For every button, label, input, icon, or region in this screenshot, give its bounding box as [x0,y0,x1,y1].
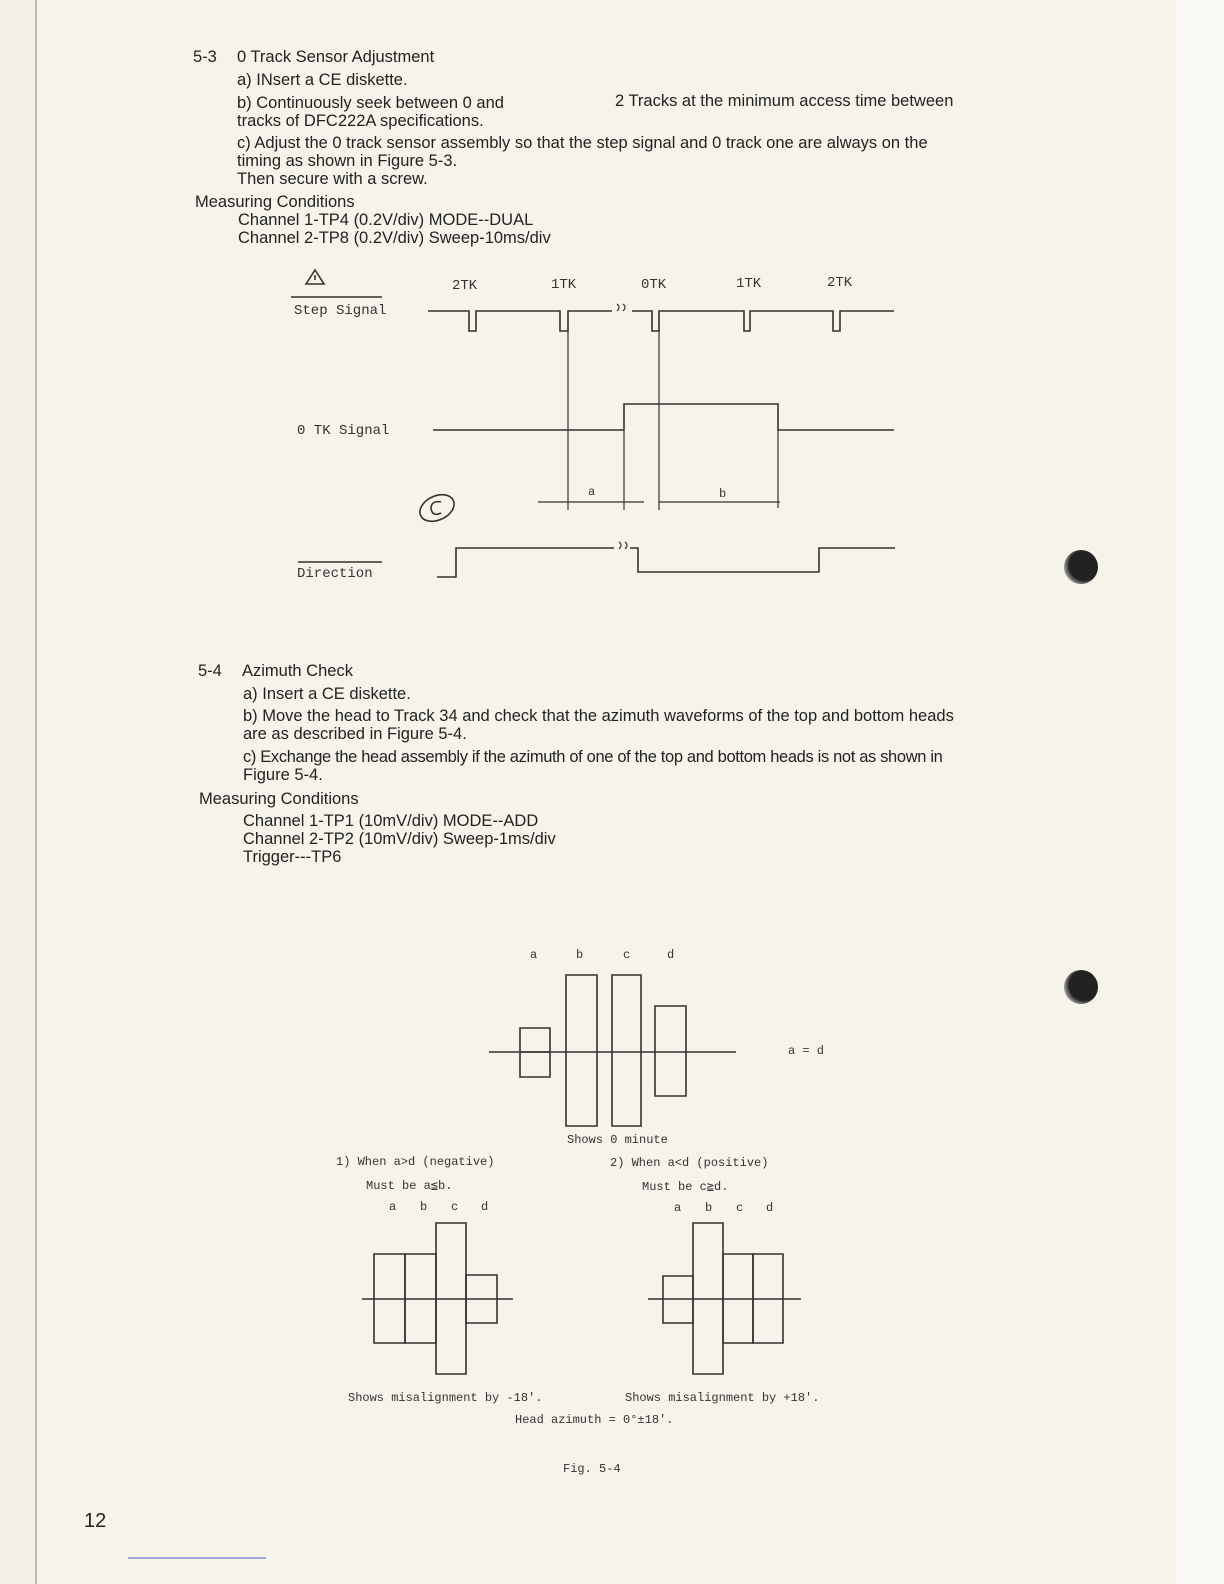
top-letter-b: b [576,948,584,962]
case2-letter-b: b [705,1201,713,1215]
step-5-4-c-line1: c) Exchange the head assembly if the azimuth of one of the top and bottom heads is not as shown in [243,748,943,766]
break-mark-direction [619,542,627,549]
otk-signal-waveform [433,404,894,430]
track-label-2tk-right: 2TK [827,275,853,291]
section-5-4-number: 5-4 [198,662,222,680]
step-5-3-c-line2: timing as shown in Figure 5-3. [237,152,458,170]
case1-caption: Shows misalignment by -18'. [348,1391,543,1405]
interval-b-label: b [719,487,727,501]
case1-must: Must be a≦b. [366,1179,453,1193]
step-5-3-c-line3: Then secure with a screw. [237,170,428,188]
otk-signal-label: 0 TK Signal [297,423,390,439]
step-5-4-a: a) Insert a CE diskette. [243,685,411,703]
case2-caption: Shows misalignment by +18'. [625,1391,820,1405]
section-5-3-number: 5-3 [193,48,217,66]
page-number: 12 [84,1510,107,1532]
case1-letter-a: a [389,1200,397,1214]
measuring-conditions-title-1: Measuring Conditions [195,193,355,211]
step-5-3-b-part3: tracks of DFC222A specifications. [237,112,484,130]
case2-letter-d: d [766,1201,774,1215]
case1-letter-d: d [481,1200,489,1214]
warning-triangle-icon [291,270,382,297]
case1-title: 1) When a>d (negative) [336,1155,495,1169]
condition-5-4-channel2: Channel 2-TP2 (10mV/div) Sweep-1ms/div [243,830,556,848]
case1-letter-c: c [451,1200,459,1214]
top-letter-a: a [530,948,538,962]
case1-letter-b: b [420,1200,428,1214]
pulse-center-c [612,975,641,1126]
condition-5-3-channel2: Channel 2-TP8 (0.2V/div) Sweep-10ms/div [238,229,551,247]
case2-title: 2) When a<d (positive) [610,1156,769,1170]
stamp-c-icon [416,490,459,527]
track-label-1tk-left: 1TK [551,277,577,293]
track-label-2tk-left: 2TK [452,278,478,294]
direction-waveform [437,548,895,577]
step-signal-waveform [428,311,894,331]
step-5-3-c-line1: c) Adjust the 0 track sensor assembly so that the step signal and 0 track one are always on the [237,134,928,152]
measuring-conditions-title-2: Measuring Conditions [199,790,359,808]
track-label-1tk-right: 1TK [736,276,762,292]
step-5-4-c-line2: Figure 5-4. [243,766,323,784]
section-5-3-title: 0 Track Sensor Adjustment [237,48,435,66]
step-signal-label: Step Signal [294,303,387,319]
direction-label: Direction [297,566,373,582]
section-5-4-title: Azimuth Check [242,662,353,680]
track-label-0tk: 0TK [641,277,667,293]
condition-5-4-channel1: Channel 1-TP1 (10mV/div) MODE--ADD [243,812,539,830]
step-5-4-b-line2: are as described in Figure 5-4. [243,725,467,743]
interval-a-label: a [588,485,596,499]
condition-5-3-channel1: Channel 1-TP4 (0.2V/div) MODE--DUAL [238,211,534,229]
step-5-3-a: a) INsert a CE diskette. [237,71,408,89]
condition-5-4-trigger: Trigger---TP6 [243,848,342,866]
figure-label-5-4: Fig. 5-4 [563,1462,621,1476]
head-azimuth-spec: Head azimuth = 0°±18'. [515,1413,674,1427]
case2-letter-c: c [736,1201,744,1215]
shows-zero-minute: Shows 0 minute [567,1133,668,1147]
pulse-center-b [566,975,597,1126]
a-equals-d-label: a = d [788,1044,825,1058]
step-5-4-b-line1: b) Move the head to Track 34 and check that the azimuth waveforms of the top and bottom heads [243,707,954,725]
step-5-3-b-part1: b) Continuously seek between 0 and [237,94,504,112]
pulse-center-d [655,1006,686,1096]
step-5-3-b-part2: 2 Tracks at the minimum access time between [615,92,954,110]
top-letter-d: d [667,948,675,962]
top-letter-c: c [623,948,631,962]
break-mark-step [617,304,625,311]
case2-letter-a: a [674,1201,682,1215]
case2-must: Must be c≧d. [642,1180,729,1194]
